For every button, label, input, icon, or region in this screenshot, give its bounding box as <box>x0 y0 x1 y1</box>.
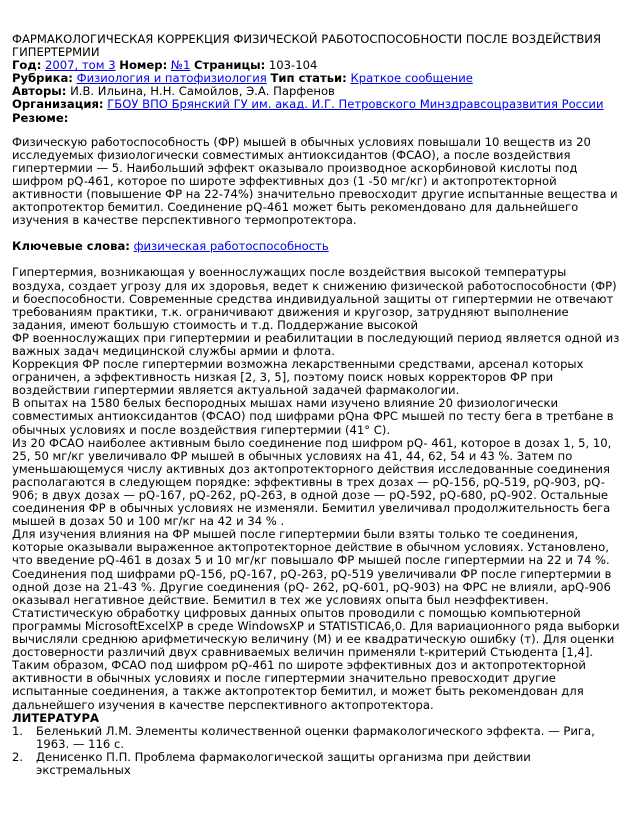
body-paragraph: Статистическую обработку цифровых данных опытов проводили с помощью компьютерной программы MicrosoftExcelXP в среде WindowsXP и STATISTICA6,0. Для вариационного ряда выборки вычисляли среднюю арифметическую величину (М) и ее квадратическую ошибку (т). Для оценки достоверности различий двух сравниваемых величин применяли t-критерий Стьюдента [1,4]. <box>12 605 620 660</box>
issue-number-link[interactable]: №1 <box>170 58 191 73</box>
rubric-label: Рубрика: <box>12 71 73 86</box>
authors-label: Авторы: <box>12 84 67 99</box>
meta-organization-line <box>12 98 622 111</box>
keywords-label: Ключевые слова: <box>12 239 130 254</box>
references-title: ЛИТЕРАТУРА <box>12 710 99 725</box>
meta-summary-line <box>12 112 622 125</box>
pages-value: 103-104 <box>268 58 318 73</box>
keyword-link[interactable]: физическая работоспособность <box>133 239 329 254</box>
reference-item <box>12 725 622 751</box>
reference-text: Беленький Л.М. Элементы количественной оценки фармакологического эффекта. — Рига, 1963. — 116 с. <box>36 723 595 751</box>
reference-item <box>12 751 622 777</box>
rubric-link[interactable]: Физиология и патофизиология <box>76 71 267 86</box>
article-title: ФАРМАКОЛОГИЧЕСКАЯ КОРРЕКЦИЯ ФИЗИЧЕСКОЙ РАБОТОСПОСОБНОСТИ ПОСЛЕ ВОЗДЕЙСТВИЯ ГИПЕРТЕРМИИ <box>12 32 601 60</box>
pages-label: Страницы: <box>194 58 266 73</box>
body-paragraph: В опытах на 1580 белых беспородных мышах нами изучено влияние 20 физиологически совместимых антиоксидантов (ФСАО) под шифрами pQна ФРС мышей по тесту бега в третбане в обычных условиях и после воздействия гипертермии (41° С). <box>12 396 614 437</box>
body-paragraph: Коррекция ФР после гипертермии возможна лекарственными средствами, арсенал которых ограничен, а эффективность низкая [2, 3, 5], поэтому поиск новых корректоров ФР при воздействии гипертермии является актуальной задачей фармакологии. <box>12 357 584 398</box>
article-type-label: Тип статьи: <box>270 71 347 86</box>
body-paragraph: Таким образом, ФСАО под шифром pQ-461 по широте эффективных доз и актопротекторной активности в обычных условиях и после гипертермии значительно превосходит другие испытанные соединения, а также актопротектор бемитил, и может быть рекомендован для дальнейшего изучения в качестве перспективного актопротектора. <box>12 658 586 712</box>
article-type-link[interactable]: Краткое сообщение <box>350 71 473 86</box>
abstract-text: Физическую работоспособность (ФР) мышей в обычных условиях повышали 10 веществ из 20 исследуемых физиологически совместимых антиоксидантов (ФСАО), а после воздействия гипертермии — 5. Наибольший эффект оказывало производное аскорбиновой кислоты под шифром pQ-461, которое по широте эффективных доз (1 -50 мг/кг) и актопротекторной активности (повышение ФР на 22-74%) значительно превосходит другие испытанные вещества и актопротектор бемитил. Соединение pQ-461 может быть рекомендовано для дальнейшего изучения в качестве перспективного термопротектора. <box>12 134 618 228</box>
reference-number: 1. <box>12 723 24 738</box>
body-paragraph: Из 20 ФСАО наиболее активным было соединение под шифром pQ- 461, которое в дозах 1, 5, 10, 25, 50 мг/кг увеличивало ФР мышей в обычных условиях на 41, 44, 62, 54 и 43 %. Затем по уменьшающемуся числу активных доз актопротекторного действия исследованные соединения располагаются в следующем порядке: эффективны в трех дозах — pQ-156, pQ-519, pQ-903, pQ-906; в двух дозах — pQ-167, pQ-262, pQ-263, в одной дозе — pQ-592, pQ-680, pQ-902. Остальные соединения ФР в обычных условиях не изменяли. Бемитил увеличивал продолжительность бега мышей в дозах 50 и 100 мг/кг на 42 и 34 % . <box>12 435 612 529</box>
body-paragraph: Для изучения влияния на ФР мышей после гипертермии были взяты только те соединения, которые оказывали выраженное актопротекторное действие в обычном условиях. Установлено, что введение pQ-461 в дозах 5 и 10 мг/кг повышало ФР мышей после гипертермии на 22 и 74 %. Соединения под шифрами pQ-156, pQ-167, pQ-263, pQ-519 увеличивали ФР после гипертермии в одной дозе на 21-43 %. Другие соединения (pQ- 262, pQ-601, pQ-903) на ФРС не влияли, apQ-906 оказывал негативное действие. Бемитил в тех же условиях опыта был неэффективен. <box>12 527 612 607</box>
organization-label: Организация: <box>12 97 104 112</box>
body-paragraph: Гипертермия, возникающая у военнослужащих после воздействия высокой температуры воздуха, создает угрозу для их здоровья, ведет к снижению физической работоспособности (ФР) и боеспособности. Современные средства индивидуальной защиты от гипертермии не отвечают требованиям практики, т.к. ограничивают движения и кругозор, затрудняют выполнение задания, имеют большую стоимость и т.д. Поддержание высокой <box>12 265 617 332</box>
year-volume-link[interactable]: 2007, том 3 <box>45 58 116 73</box>
authors-value: И.В. Ильина, Н.Н. Самойлов, Э.А. Парфенов <box>70 84 335 99</box>
spacer <box>12 125 622 136</box>
keywords-line <box>12 240 622 253</box>
number-label: Номер: <box>119 58 168 73</box>
body-paragraph: ФР военнослужащих при гипертермии и реабилитации в последующий период является одной из важных задач медицинской службы армии и флота. <box>12 330 620 358</box>
summary-label: Резюме: <box>12 110 69 125</box>
reference-number: 2. <box>12 749 24 764</box>
year-label: Год: <box>12 58 42 73</box>
organization-link[interactable]: ГБОУ ВПО Брянский ГУ им. акад. И.Г. Петровского Минздравсоцразвития России <box>107 97 604 112</box>
reference-text: Денисенко П.П. Проблема фармакологической защиты организма при действии экстремальных <box>36 749 531 777</box>
